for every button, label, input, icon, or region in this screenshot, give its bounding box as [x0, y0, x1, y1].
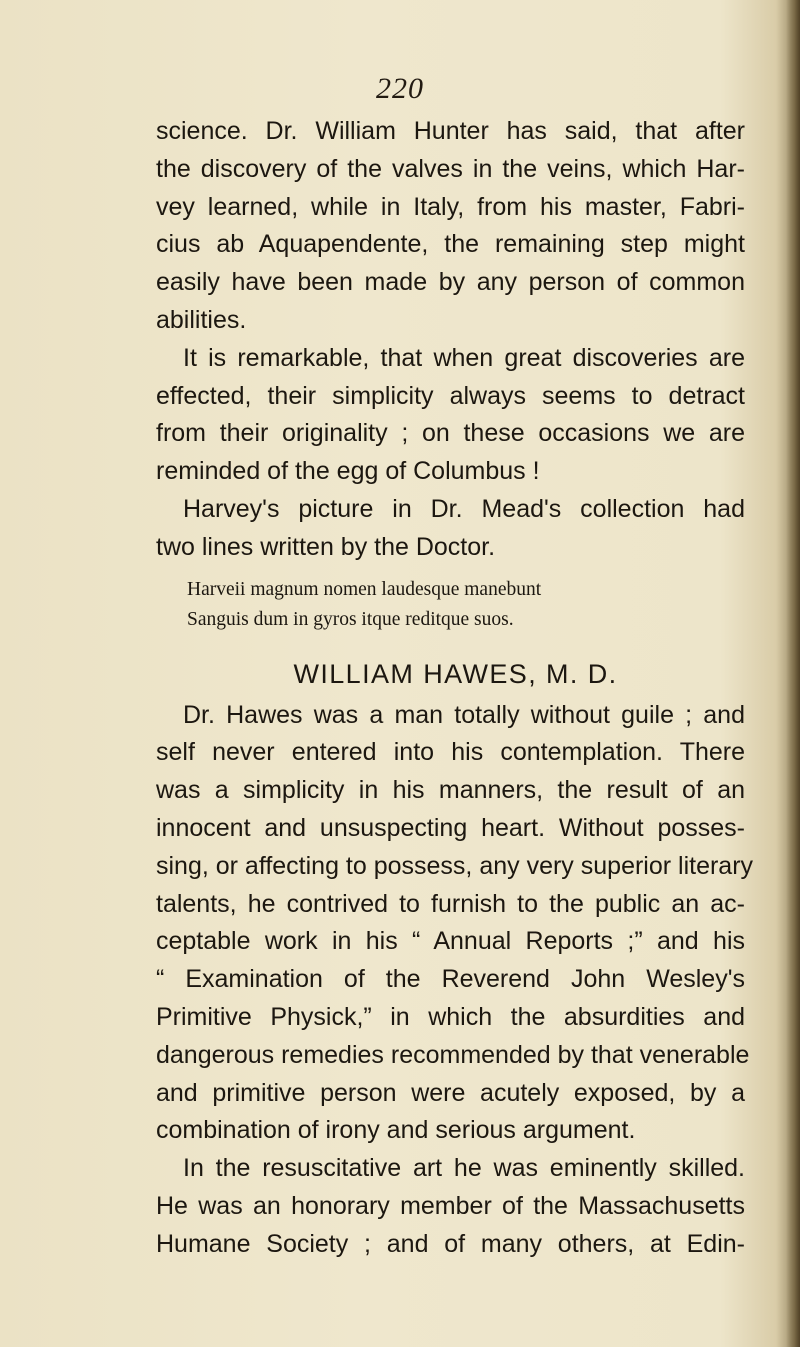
text-line: innocent and unsuspecting heart. Without posses-: [156, 813, 745, 842]
text-line: Humane Society ; and of many others, at Edin-: [156, 1229, 745, 1258]
paragraph: [156, 340, 745, 491]
page-edge-shadow: [786, 0, 800, 1347]
text-line: science. Dr. William Hunter has said, that after: [156, 117, 745, 145]
text-line: It is remarkable, that when great discoveries are: [183, 343, 745, 372]
paragraphs-after: [156, 697, 754, 1264]
paragraphs-before: [156, 113, 745, 567]
text-line: dangerous remedies recommended by that venerable: [156, 1040, 750, 1069]
text-line: vey learned, while in Italy, from his master, Fabri-: [156, 192, 745, 221]
text-line: He was an honorary member of the Massachusetts: [156, 1191, 745, 1220]
verse-line: Harveii magnum nomen laudesque manebunt: [187, 578, 542, 600]
text-line: “ Examination of the Reverend John Wesley's: [156, 965, 745, 994]
text-line: sing, or affecting to possess, any very superior literary: [156, 851, 754, 880]
text-line: self never entered into his contemplation. There: [156, 738, 745, 767]
text-line: was a simplicity in his manners, the result of an: [156, 776, 745, 805]
text-line: ceptable work in his “ Annual Reports ;” and his: [156, 927, 745, 956]
text-line: effected, their simplicity always seems to detract: [156, 381, 745, 410]
text-line: Dr. Hawes was a man totally without guile ; and: [183, 700, 745, 729]
text-line: In the resuscitative art he was eminently skilled.: [183, 1154, 745, 1183]
body-text: [156, 113, 754, 1264]
paragraph: [156, 113, 745, 340]
section-heading: WILLIAM HAWES, M. D.: [293, 658, 618, 689]
page-number: 220: [376, 72, 424, 105]
text-line: reminded of the egg of Columbus !: [156, 457, 540, 486]
text-line: and primitive person were acutely exposed, by a: [156, 1078, 745, 1107]
text-line: from their originality ; on these occasions we are: [156, 419, 745, 448]
text-line: combination of irony and serious argument.: [156, 1116, 636, 1145]
text-line: abilities.: [156, 305, 247, 334]
text-line: Harvey's picture in Dr. Mead's collection had: [183, 494, 745, 523]
paragraph: [156, 491, 745, 567]
paragraph: [156, 1150, 745, 1263]
latin-verse: [156, 575, 745, 635]
text-line: cius ab Aquapendente, the remaining step might: [156, 230, 745, 259]
text-line: talents, he contrived to furnish to the public an ac-: [156, 889, 745, 918]
text-line: the discovery of the valves in the veins, which Har-: [156, 154, 745, 183]
verse-line: Sanguis dum in gyros itque reditque suos.: [187, 608, 514, 630]
text-line: easily have been made by any person of common: [156, 268, 745, 297]
paragraph: [156, 697, 754, 1151]
text-line: Primitive Physick,” in which the absurdities and: [156, 1002, 745, 1031]
text-line: two lines written by the Doctor.: [156, 532, 496, 561]
